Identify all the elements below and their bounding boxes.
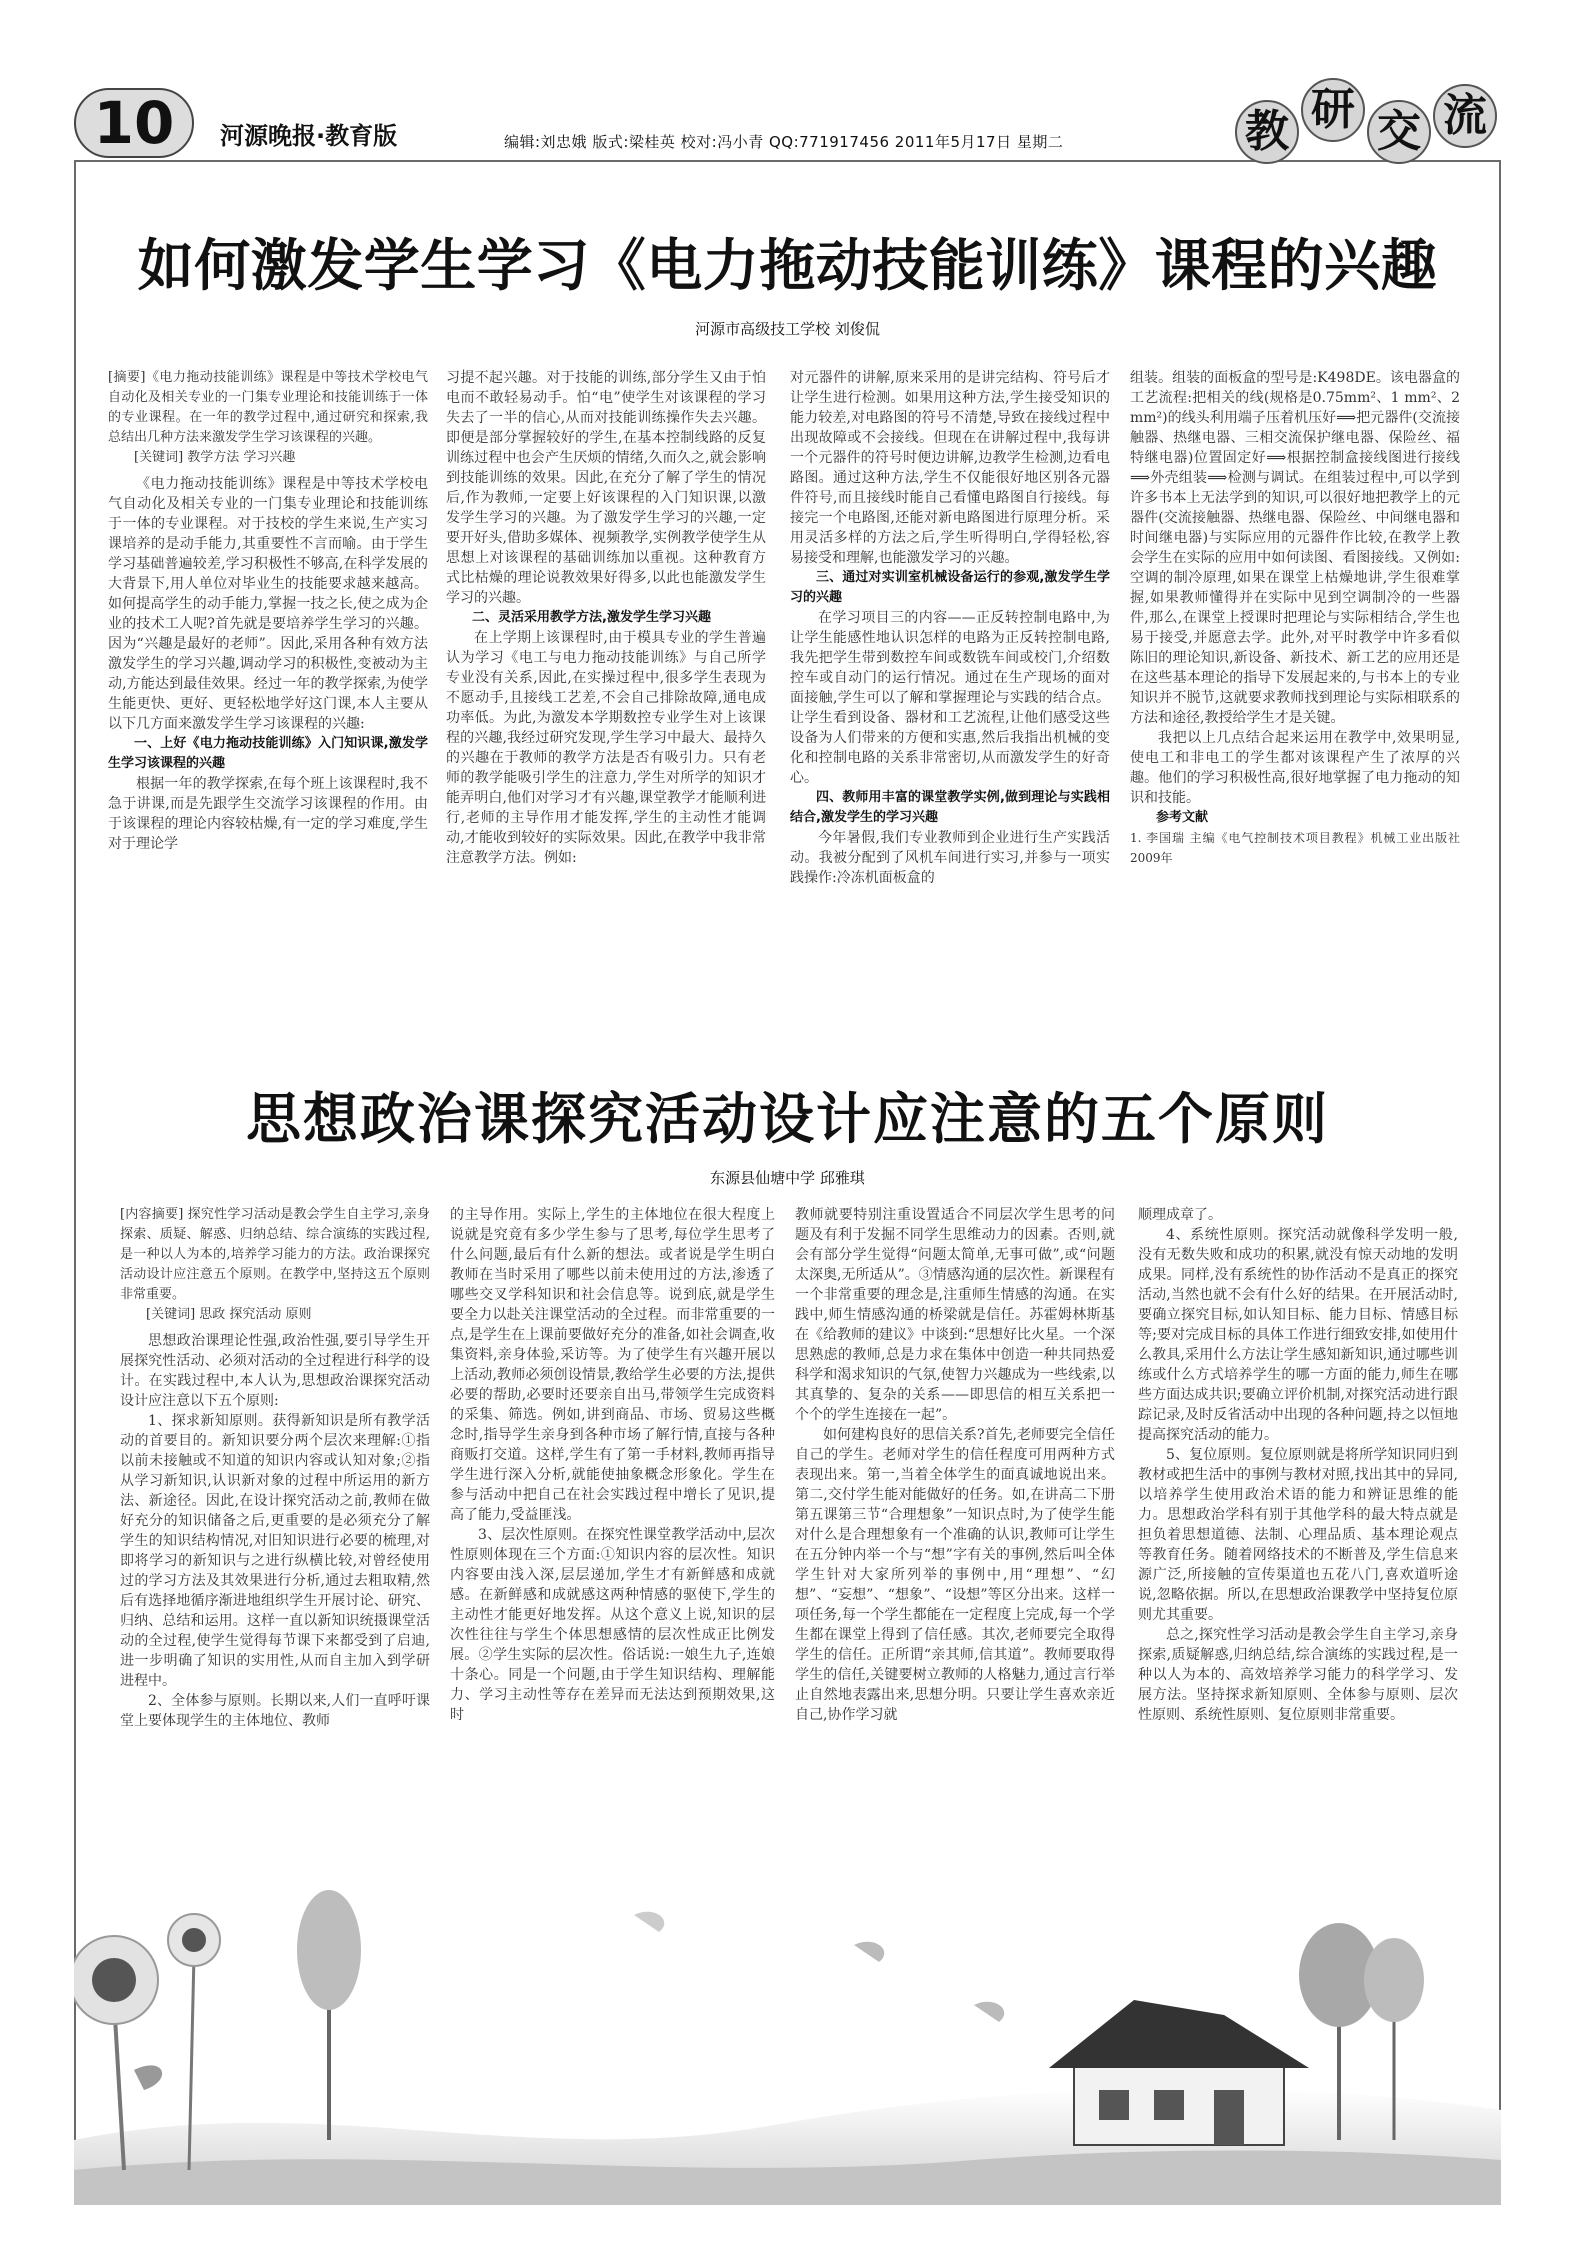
paragraph: 习提不起兴趣。对于技能的训练,部分学生又由于怕电而不敢轻易动手。怕“电”使学生对该课程的学习失去了一半的信心,从而对技能训练操作失去兴趣。即便是部分掌握较好的学生,在基本控制线路的反复训练过程中也会产生厌烦的情绪,久而久之,就会影响到技能训练的效果。因此,在充分了解了学生的情况后,作为教师,一定要上好该课程的入门知识课,以激发学生学习的兴趣。为了激发学生学习的兴趣,一定要开好头,借助多媒体、视频教学,实例教学使学生从思想上对该课程的基础训练加以重视。这种教育方式比枯燥的理论说教效果好得多,以此也能激发学生学习的兴趣。 — [446, 370, 766, 606]
paragraph: 4、系统性原则。探究活动就像科学发明一般,没有无数失败和成功的积累,就没有惊天动地的发明成果。同样,没有系统性的协作活动不是真正的探究活动,当然也就不会有什么好的结果。在开展活动时,要确立探究目标,如认知目标、能力目标、情感目标等;要对完成目标的具体工作进行细致安排,如使用什么教具,采用什么方法让学生感知新知识,通过哪些训练或什么方式培养学生的哪一方面的能力,师生在哪些方面达成共识;要确立评价机制,对探究活动进行跟踪记录,及时反省活动中出现的各种问题,持之以恒地提高探究活动的能力。 — [1138, 1227, 1458, 1443]
section-heading: 二、灵活采用教学方法,激发学生学习兴趣 — [472, 610, 711, 625]
abstract: [内容摘要] 探究性学习活动是教会学生自主学习,亲身探索、质疑、解惑、归纳总结、综合演练的实践过程,是一种以人为本的,培养学习能力的方法。政治课探究活动设计应注意五个原则。在教学中,坚持这五个原则非常重要。 — [120, 1207, 430, 1302]
editor-info: 编辑:刘忠娥 版式:梁桂英 校对:冯小青 QQ:771917456 2011年5月17日 星期二 — [504, 133, 1064, 151]
article2-title: 思想政治课探究活动设计应注意的五个原则 — [245, 1087, 1329, 1151]
section-heading: 一、上好《电力拖动技能训练》入门知识课,激发学生学习该课程的兴趣 — [108, 736, 428, 771]
keywords: [关键词] 教学方法 学习兴趣 — [134, 450, 296, 465]
decorative-illustration — [74, 1840, 1501, 2205]
column-char-3: 交 — [1367, 100, 1431, 164]
paragraph: 教师就要特别注重设置适合不同层次学生思考的问题及有利于发掘不同学生思维动力的因素。否则,就会有部分学生觉得“问题太简单,无事可做”,或“问题太深奥,无所适从”。③情感沟通的层次性。新课程有一个非常重要的理念是,注重师生情感的沟通。在实践中,师生情感沟通的桥梁就是信任。苏霍姆林斯基在《给教师的建议》中谈到:“思想好比火星。一个深思熟虑的教师,总是力求在集体中创造一种共同热爱科学和渴求知识的气氛,使智力兴趣成为一些线索,以其真挚的、复杂的关系——即思信的相互关系把一个个的学生连接在一起”。 — [795, 1207, 1115, 1423]
article1-column-4 — [1130, 368, 1460, 1038]
paragraph: 在学习项目三的内容——正反转控制电路中,为让学生能感性地认识怎样的电路为正反转控制电路,我先把学生带到数控车间或数铣车间或校门,介绍数控车或自动门的运行情况。通过在生产现场的面对面接触,学生可以了解和掌握理论与实践的结合点。让学生看到设备、器材和工艺流程,让他们感受这些设备为人们带来的方便和实惠,然后我指出机械的变化和控制电路的关系非常密切,从而激发学生的好奇心。 — [790, 610, 1110, 786]
column-char-4: 流 — [1433, 84, 1497, 148]
paragraph: 总之,探究性学习活动是教会学生自主学习,亲身探索,质疑解惑,归纳总结,综合演练的实践过程,是一种以人为本的、高效培养学习能力的科学学习、发展方法。坚持探求新知原则、全体参与原则、层次性原则、系统性原则、复位原则非常重要。 — [1138, 1627, 1458, 1723]
leaf-icon — [974, 2002, 1004, 2022]
house-icon — [1049, 2000, 1309, 2145]
paragraph: 顺理成章了。 — [1138, 1207, 1222, 1223]
article1-author: 河源市高级技工学校 刘俊侃 — [695, 320, 880, 338]
paragraph: 根据一年的教学探索,在每个班上该课程时,我不急于讲课,而是先跟学生交流学习该课程的作用。由于该课程的理论内容较枯燥,有一定的学习难度,学生对于理论学 — [108, 776, 428, 852]
leaf-icon — [634, 1912, 664, 1932]
article2-column-1 — [120, 1205, 430, 1860]
paragraph: 思想政治课理论性强,政治性强,要引导学生开展探究性活动、必须对活动的全过程进行科学的设计。在实践过程中,本人认为,思想政治课探究活动设计应注意以下五个原则: — [120, 1333, 430, 1409]
article2-column-3 — [795, 1205, 1115, 1860]
paragraph: 对元器件的讲解,原来采用的是讲完结构、符号后才让学生进行检测。如果用这种方法,学生接受知识的能力较差,对电路图的符号不清楚,导致在接线过程中出现故障或不会接线。但现在在讲解过程中,我每讲一个元器件的符号时便边讲解,边教学生检测,边看电路图。通过这种方法,学生不仅能很好地区别各元器件符号,而且接线时能自己看懂电路图自行接线。每接完一个电路图,还能对新电路图进行原理分析。采用灵活多样的方法之后,学生听得明白,学得轻松,容易接受和理解,也能激发学习的兴趣。 — [790, 370, 1110, 566]
page-number: 10 — [74, 88, 194, 158]
paragraph: 1、探求新知原则。获得新知识是所有教学活动的首要目的。新知识要分两个层次来理解:①指以前未接触或不知道的知识内容或认知对象;②指从学习新知识,认识新对象的过程中所运用的新方法、新途径。因此,在设计探究活动之前,教师在做好充分的知识储备之后,更重要的是必须充分了解学生的知识结构情况,对旧知识进行必要的梳理,对即将学习的新知识与之进行纵横比较,对曾经使用过的学习方法及其效果进行分析,通过去粗取精,然后有选择地循序渐进地组织学生开展讨论、研究、归纳、总结和运用。这样一直以新知识统摄课堂活动的全过程,使学生觉得每节课下来都受到了启迪,进一步明确了知识的实用性,从而自主加入到学研进程中。 — [120, 1413, 430, 1689]
article1-column-2 — [446, 368, 766, 1038]
masthead — [60, 84, 1510, 168]
article1-title: 如何激发学生学习《电力拖动技能训练》课程的兴趣 — [137, 234, 1438, 299]
column-char-2: 研 — [1301, 78, 1365, 142]
article2-column-2 — [450, 1205, 775, 1860]
paragraph: 在上学期上该课程时,由于模具专业的学生普遍认为学习《电工与电力拖动技能训练》与自己所学专业没有关系,因此,在实操过程中,很多学生表现为不愿动手,且接线工艺差,不会自己排除故障,通电成功率低。为此,为激发本学期数控专业学生对上该课程的兴趣,我经过研究发现,学生学习中最大、最持久的兴趣在于教师的教学方法是否有吸引力。只有老师的教学能吸引学生的注意力,学生对所学的知识才能弄明白,他们对学习才有兴趣,课堂教学才能顺利进行,老师的主导作用才能发挥,学生的主动性才能调动,才能收到较好的实际效果。因此,在教学中我非常注意教学方法。例如: — [446, 630, 766, 866]
paragraph: 《电力拖动技能训练》课程是中等技术学校电气自动化及相关专业的一门集专业理论和技能训练于一体的专业课程。对于技校的学生来说,生产实习课培养的是动手能力,其重要性不言而喻。由于学生学习基础普遍较差,学习积极性不够高,在科学发展的大背景下,用人单位对毕业生的技能要求越来越高。如何提高学生的动手能力,掌握一技之长,使之成为企业的技术工人呢?首先就是要培养学生学习的兴趣。因为“兴趣是最好的老师”。因此,采用各种有效方法激发学生的学习兴趣,调动学习的积极性,变被动为主动,方能达到最佳效果。经过一年的教学探索,为使学生能更快、更好、更轻松地学好这门课,本人主要从以下几方面来激发学生学习该课程的兴趣: — [108, 476, 428, 732]
paragraph: 我把以上几点结合起来运用在教学中,效果明显,使电工和非电工的学生都对该课程产生了浓厚的兴趣。他们的学习积极性高,很好地掌握了电力拖动的知识和技能。 — [1130, 730, 1460, 806]
abstract: [摘要]《电力拖动技能训练》课程是中等技术学校电气自动化及相关专业的一门集专业理论和技能训练于一体的专业课程。在一年的教学过程中,通过研究和探索,我总结出几种方法来激发学生学习该课程的兴趣。 — [108, 370, 428, 445]
article2-column-4 — [1138, 1205, 1458, 1860]
section-heading: 三、通过对实训室机械设备运行的参观,激发学生学习的兴趣 — [790, 570, 1110, 605]
paragraph: 如何建构良好的思信关系?首先,老师要完全信任自己的学生。老师对学生的信任程度可用两种方式表现出来。第一,当着全体学生的面真诚地说出来。第二,交付学生能对能做好的任务。如,在讲高二下册第五课第三节“合理想象”一知识点时,为了使学生能对什么是合理想象有一个准确的认识,教师可让学生在五分钟内举一个与“想”字有关的事例,然后叫全体学生针对大家所列举的事例中,用“理想”、“幻想”、“妄想”、“想象”、“设想”等区分出来。这样一项任务,每一个学生都能在一定程度上完成,每一个学生都在课堂上得到了信任感。其次,老师要完全取得学生的信任。正所谓“亲其师,信其道”。教师要取得学生的信任,关键要树立教师的人格魅力,通过言行举止自然地表露出来,思想分明。只要让学生喜欢亲近自己,协作学习就 — [795, 1427, 1115, 1723]
keywords: [关键词] 思政 探究活动 原则 — [146, 1307, 312, 1322]
reference-item: 1. 李国瑞 主编《电气控制技术项目教程》机械工业出版社 2009年 — [1130, 831, 1460, 865]
section-heading: 四、教师用丰富的课堂教学实例,做到理论与实践相结合,激发学生的学习兴趣 — [790, 790, 1110, 825]
paragraph: 2、全体参与原则。长期以来,人们一直呼吁课堂上要体现学生的主体地位、教师 — [120, 1693, 430, 1729]
paragraph: 5、复位原则。复位原则就是将所学知识同归到教材或把生活中的事例与教材对照,找出其中的异同,以培养学生使用政治术语的能力和辨证思维的能力。思想政治学科有别于其他学科的最大特点就是担负着思想道德、法制、心理品质、基本理论观点等教育任务。随着网络技术的不断普及,学生信息来源广泛,所接触的宣传渠道也五花八门,喜欢道听途说,忽略依据。所以,在思想政治课教学中坚持复位原则尤其重要。 — [1138, 1447, 1458, 1623]
article2-author: 东源县仙塘中学 邱雅琪 — [710, 1169, 865, 1187]
paragraph: 组装。组装的面板盒的型号是:K498DE。该电器盒的工艺流程:把相关的线(规格是0.75mm²、1 mm²、2 mm²)的线头利用端子压着机压好⟹把元器件(交流接触器、热继电器、三相交流保护继电器、保险丝、福特继电器)位置固定好⟹根据控制盒接线图进行接线⟹外壳组装⟹检测与调试。在组装过程中,可以学到许多书本上无法学到的知识,可以很好地把教学上的元器件(交流接触器、热继电器、保险丝、中间继电器和时间继电器)与实际应用的元器件作比较,在教学上教会学生在实际的应用中如何读图、看图接线。又例如:空调的制冷原理,如果在课堂上枯燥地讲,学生很难掌握,如果教师懂得并在实际中见到空调制冷的一些器件,那么,在课堂上授课时把理论与实际相结合,学生也易于接受,并愿意去学。此外,对平时教学中许多看似陈旧的理论知识,新设备、新技术、新工艺的应用还是在这些基本理论的指导下发展起来的,与书本上的专业知识并不脱节,这就要求教师找到理论与实际相联系的方法和途径,教授给学生才是关键。 — [1130, 370, 1460, 726]
paragraph: 3、层次性原则。在探究性课堂教学活动中,层次性原则体现在三个方面:①知识内容的层次性。知识内容要由浅入深,层层递加,学生才有新鲜感和成就感。在新鲜感和成就感这两种情感的驱使下,学生的主动性才能更好地发挥。从这个意义上说,知识的层次性往往与学生个体思想感情的层次性成正比例发展。②学生实际的层次性。俗话说:一娘生九子,连娘十条心。同是一个问题,由于学生知识结构、理解能力、学习主动性等存在差异而无法达到预期效果,这时 — [450, 1527, 775, 1723]
publication-name: 河源晚报·教育版 — [220, 122, 398, 150]
paragraph: 今年暑假,我们专业教师到企业进行生产实践活动。我被分配到了风机车间进行实习,并参与一项实践操作:冷冻机面板盒的 — [790, 830, 1110, 886]
column-char-1: 教 — [1235, 100, 1299, 164]
article1-column-1 — [108, 368, 428, 1038]
article1-column-3 — [790, 368, 1110, 1038]
paragraph: 的主导作用。实际上,学生的主体地位在很大程度上说就是究竟有多少学生参与了思考,每位学生思考了什么问题,最后有什么新的想法。或者说是学生明白教师在当时采用了哪些以前未使用过的方法,渗透了哪些交叉学科知识和社会信息等。说到底,就是学生要全力以赴关注课堂活动的全过程。而非常重要的一点,是学生在上课前要做好充分的准备,如社会调查,收集资料,亲身体验,采访等。为了使学生有兴趣开展以上活动,教师必须创设情景,教给学生必要的方法,提供必要的帮助,必要时还要亲自出马,带领学生完成资料的采集、筛选。例如,讲到商品、市场、贸易这些概念时,指导学生亲身到各种市场了解行情,直接与各种商贩打交道。这样,学生有了第一手材料,教师再指导学生进行深入分析,就能使抽象概念形象化。学生在参与活动中把自己在社会实践过程中增长了见识,提高了能力,受益匪浅。 — [450, 1207, 775, 1523]
references-heading: 参考文献 — [1156, 810, 1209, 825]
column-logo — [1235, 84, 1515, 168]
leaf-icon — [854, 1942, 884, 1962]
tree-icon — [297, 1890, 361, 2140]
